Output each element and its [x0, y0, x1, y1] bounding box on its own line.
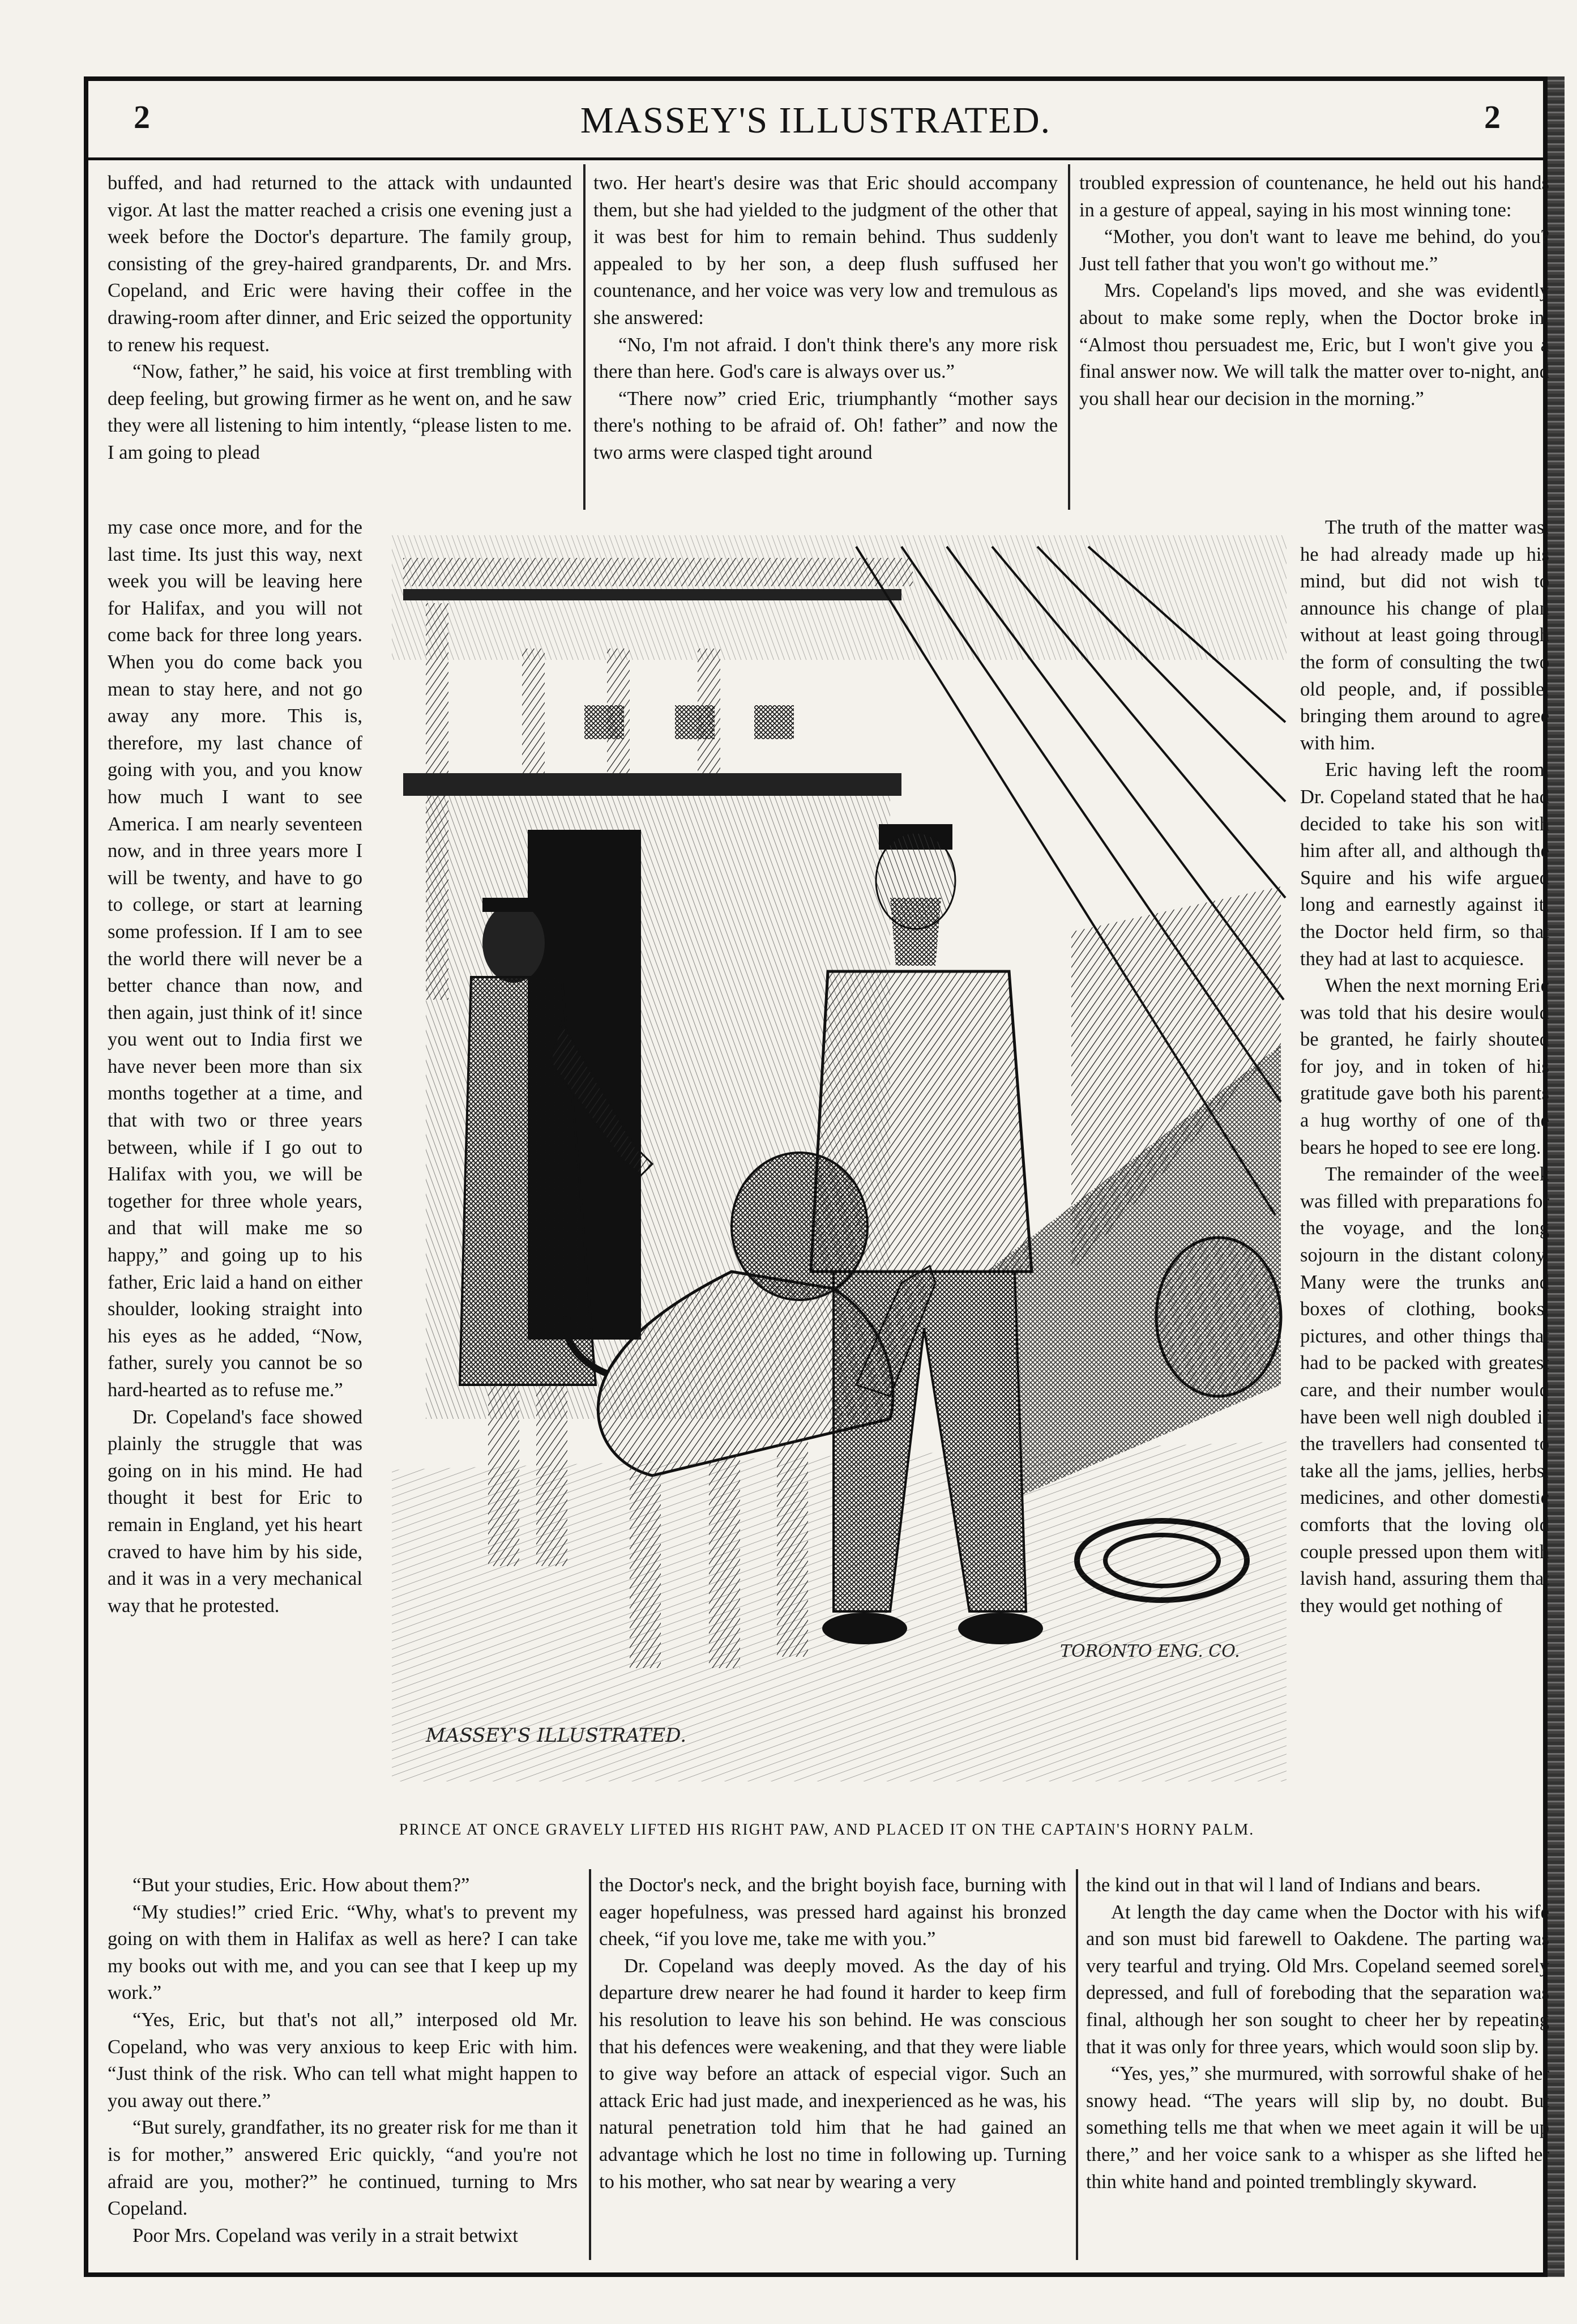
paragraph: “Mother, you don't want to leave me behind, do you? Just tell father that you won't go without me.”	[1079, 226, 1549, 275]
paragraph: the Doctor's neck, and the bright boyish face, burning with eager hopefulness, was pressed hard against his bronzed cheek, “if you love me, take me with you.”	[599, 1874, 1066, 1950]
paragraph: the kind out in that wil l land of Indians and bears.	[1086, 1874, 1481, 1896]
paragraph: “But surely, grandfather, its no greater risk for me than it is for mother,” answered Eric quickly, “and you're not afraid are you, mother?” he continued, turning to Mrs Copeland.	[108, 2117, 578, 2220]
paragraph: troubled expression of countenance, he held out his hands in a gesture of appeal, saying in his most winning tone:	[1079, 172, 1549, 221]
illustration	[392, 535, 1287, 1781]
illustration-signature-right: TORONTO ENG. CO.	[1060, 1641, 1240, 1661]
page-edge-shadow	[1548, 76, 1565, 2277]
column-rule-1	[583, 164, 586, 510]
paragraph: buffed, and had returned to the attack with undaunted vigor. At last the matter reached a crisis one evening just a week before the Doctor's departure. The family group, consisting of the grey-haired grandparents, Dr. and Mrs. Copeland, and Eric were having their coffee in the drawing-room after dinner, and Eric seized the opportunity to renew his request.	[108, 172, 572, 356]
column-top-right	[1079, 170, 1549, 412]
paragraph: When the next morning Eric was told that his desire would be granted, he fairly shouted for joy, and in token of his gratitude gave both his parents a hug worthy of one of the bears he hoped to see ere long.	[1300, 975, 1549, 1158]
column-rule-2	[1068, 164, 1070, 510]
paragraph: The remainder of the week was filled with preparations for the voyage, and the long sojourn in the distant colony. Many were the trunks and boxes of clothing, books, pictures, and other things that had to be packed with greatest care, and their number would have been well nigh doubled if the travellers had consented to take all the jams, jellies, herbs, medicines, and other domestic comforts that the loving old couple pressed upon them with lavish hand, assuring them that they would get nothing of	[1300, 1163, 1549, 1617]
paragraph: two. Her heart's desire was that Eric should accompany them, but she had yielded to the judgment of the other that it was best for him to remain behind. Thus suddenly appealed to by her son, a deep flush suffused her countenance, and her voice was very low and tremulous as she answered:	[593, 172, 1058, 329]
paragraph: Dr. Copeland's face showed plainly the struggle that was going on in his mind. He had thought it best for Eric to remain in England, yet his heart craved to have him by his side, and it was in a very mechanical way that he protested.	[108, 1406, 362, 1617]
column-bottom-right	[1086, 1872, 1549, 2195]
column-bottom-left	[108, 1872, 578, 2249]
paragraph: “But your studies, Eric. How about them?”	[133, 1874, 470, 1896]
column-rule-4	[1076, 1869, 1078, 2260]
page-number-left: 2	[134, 99, 150, 135]
column-narrow-right	[1300, 514, 1549, 1619]
ship-deck-engraving	[392, 535, 1287, 1781]
paragraph: Dr. Copeland was deeply moved. As the day of his departure drew nearer he had found it harder to keep firm his resolution to leave his son behind. He was conscious that his defences were weakening, and that they were liable to give way before an attack of especial vigor. Such an attack Eric had just made, and inexperienced as he was, his natural penetration told him that he had gained an advantage which he lost no time in following up. Turning to his mother, who sat near by wearing a very	[599, 1955, 1066, 2193]
column-top-middle	[593, 170, 1058, 467]
column-rule-3	[589, 1869, 591, 2260]
masthead: MASSEY'S ILLUSTRATED.	[580, 100, 1052, 141]
paragraph: “Yes, Eric, but that's not all,” interposed old Mr. Copeland, who was very anxious to keep Eric with him. “Just think of the risk. Who can tell what might happen to you away out there.”	[108, 2009, 578, 2112]
column-top-left	[108, 170, 572, 467]
illustration-caption: PRINCE AT ONCE GRAVELY LIFTED HIS RIGHT PAW, AND PLACED IT ON THE CAPTAIN'S HORNY PALM.	[399, 1821, 1255, 1839]
page-header	[88, 81, 1543, 160]
paragraph: “Now, father,” he said, his voice at first trembling with deep feeling, but growing firmer as he went on, and he saw they were all listening to him intently, “please listen to me. I am going to plead	[108, 361, 572, 463]
paragraph: “No, I'm not afraid. I don't think there's any more risk there than here. God's care is always over us.”	[593, 334, 1058, 383]
paragraph: The truth of the matter was, he had already made up his mind, but did not wish to announce his change of plan without at least going through the form of consulting the two old people, and, if possible, bringing them around to agree with him.	[1300, 517, 1549, 754]
illustration-signature-left: MASSEY'S ILLUSTRATED.	[426, 1724, 687, 1747]
page-number-right: 2	[1484, 99, 1501, 135]
paragraph: Eric having left the room, Dr. Copeland stated that he had decided to take his son with him after all, and although the Squire and his wife argued long and earnestly against it, the Doctor held firm, so that they had at last to acquiesce.	[1300, 759, 1549, 970]
paragraph: Poor Mrs. Copeland was verily in a strait betwixt	[133, 2224, 518, 2246]
paragraph: “My studies!” cried Eric. “Why, what's to prevent my going on with them in Halifax as well as here? I can take my books out with me, and you can see that I keep up my work.”	[108, 1901, 578, 2004]
paragraph: At length the day came when the Doctor with his wife and son must bid farewell to Oakdene. The parting was very tearful and trying. Old Mrs. Copeland seemed sorely depressed, and full of foreboding that the separation was final, although her son sought to cheer her by repeating that it was only for three years, which would soon slip by.	[1086, 1901, 1549, 2058]
column-bottom-middle	[599, 1872, 1066, 2195]
paragraph: my case once more, and for the last time. Its just this way, next week you will be leaving here for Halifax, and you will not come back for three long years. When you do come back you mean to stay here, and not go away any more. This is, therefore, my last chance of going with you, and you know how much I want to see America. I am nearly seventeen now, and in three years more I will be twenty, and have to go to college, or start at learning some profession. If I am to see the world there will never be a better chance than now, and then again, just think of it! since you went out to India first we have never been more than six months together at a time, and that with two or three years between, while if I go out to Halifax with you, we will be together for three whole years, and that will make me so happy,” and going up to his father, Eric laid a hand on either shoulder, looking straight into his eyes as he added, “Now, father, surely you cannot be so hard-hearted as to refuse me.”	[108, 517, 362, 1401]
column-narrow-left	[108, 514, 362, 1619]
paragraph: “Yes, yes,” she murmured, with sorrowful shake of her snowy head. “The years will slip by, no doubt. But something tells me that when we meet again it will be up there,” and her voice sank to a whisper as she lifted her thin white hand and pointed tremblingly skyward.	[1086, 2063, 1549, 2193]
paragraph: Mrs. Copeland's lips moved, and she was evidently about to make some reply, when the Doctor broke in. “Almost thou persuadest me, Eric, but I won't give you a final answer now. We will talk the matter over to-night, and you shall hear our decision in the morning.”	[1079, 280, 1549, 410]
paragraph: “There now” cried Eric, triumphantly “mother says there's nothing to be afraid of. Oh! father” and now the two arms were clasped tight around	[593, 387, 1058, 463]
